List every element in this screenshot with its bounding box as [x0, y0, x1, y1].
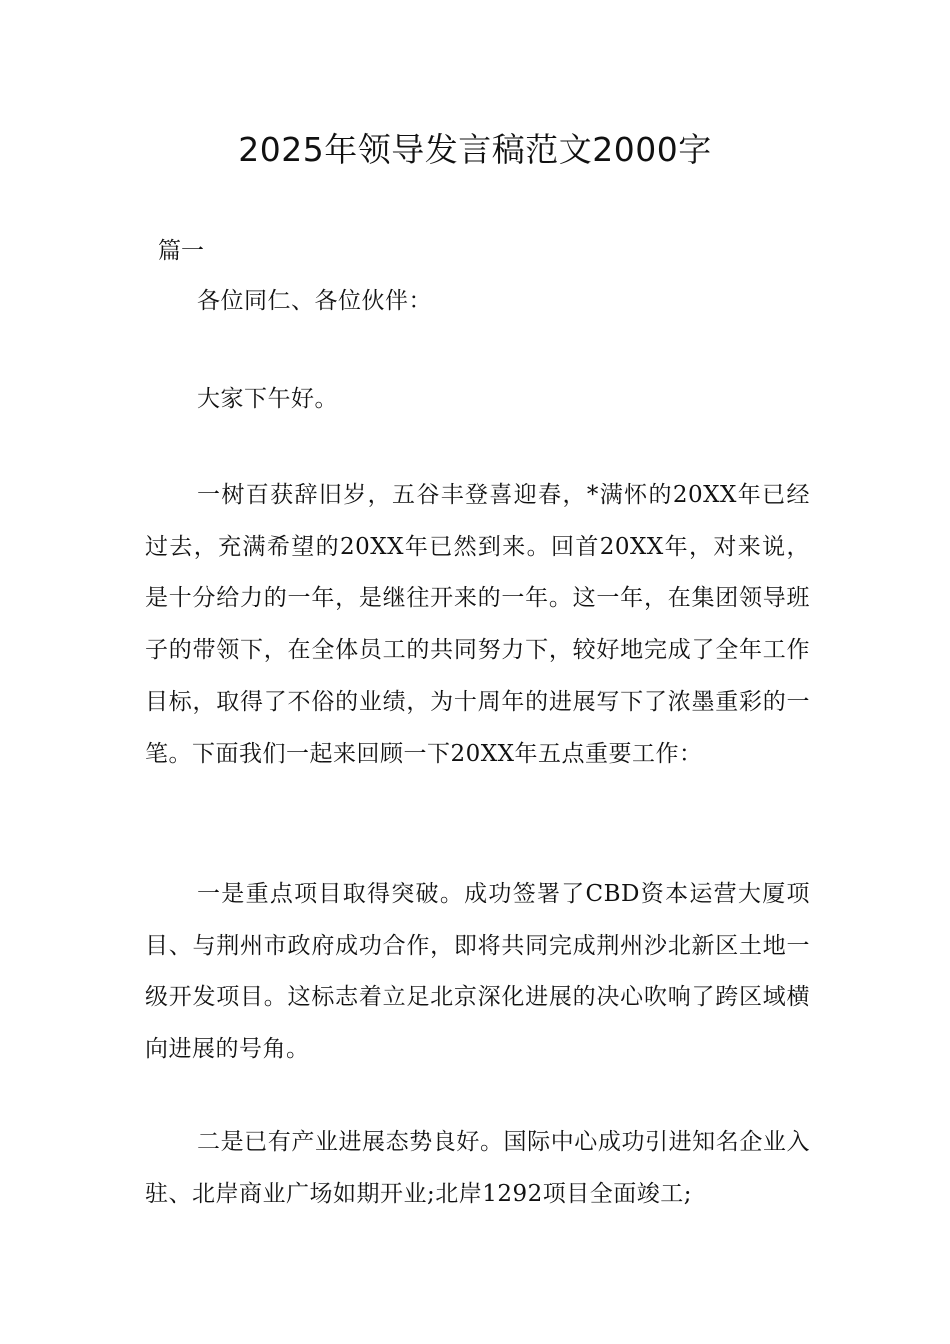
- paragraph-salutation: 大家下午好。: [197, 386, 338, 412]
- section-label: 篇一: [158, 238, 204, 264]
- paragraph-greeting: 各位同仁、各位伙伴：: [197, 288, 432, 314]
- paragraph-point-one: 一是重点项目取得突破。成功签署了CBD资本运营大厦项目、与荆州市政府成功合作，即将共同完成荆州沙北新区土地一级开发项目。这标志着立足北京深化进展的决心吹响了跨区域横向进展的号角。: [145, 881, 810, 1063]
- document-title: 2025年领导发言稿范文2000字: [238, 130, 712, 169]
- paragraph-point-two: 二是已有产业进展态势良好。国际中心成功引进知名企业入驻、北岸商业广场如期开业;北岸1292项目全面竣工;: [145, 1129, 810, 1207]
- paragraph-review: 一树百获辞旧岁，五谷丰登喜迎春，*满怀的20XX年已经过去，充满希望的20XX年已然到来。回首20XX年，对来说，是十分给力的一年，是继往开来的一年。这一年，在集团领导班子的带领下，在全体员工的共同努力下，较好地完成了全年工作目标，取得了不俗的业绩，为十周年的进展写下了浓墨重彩的一笔。下面我们一起来回顾一下20XX年五点重要工作：: [145, 482, 810, 767]
